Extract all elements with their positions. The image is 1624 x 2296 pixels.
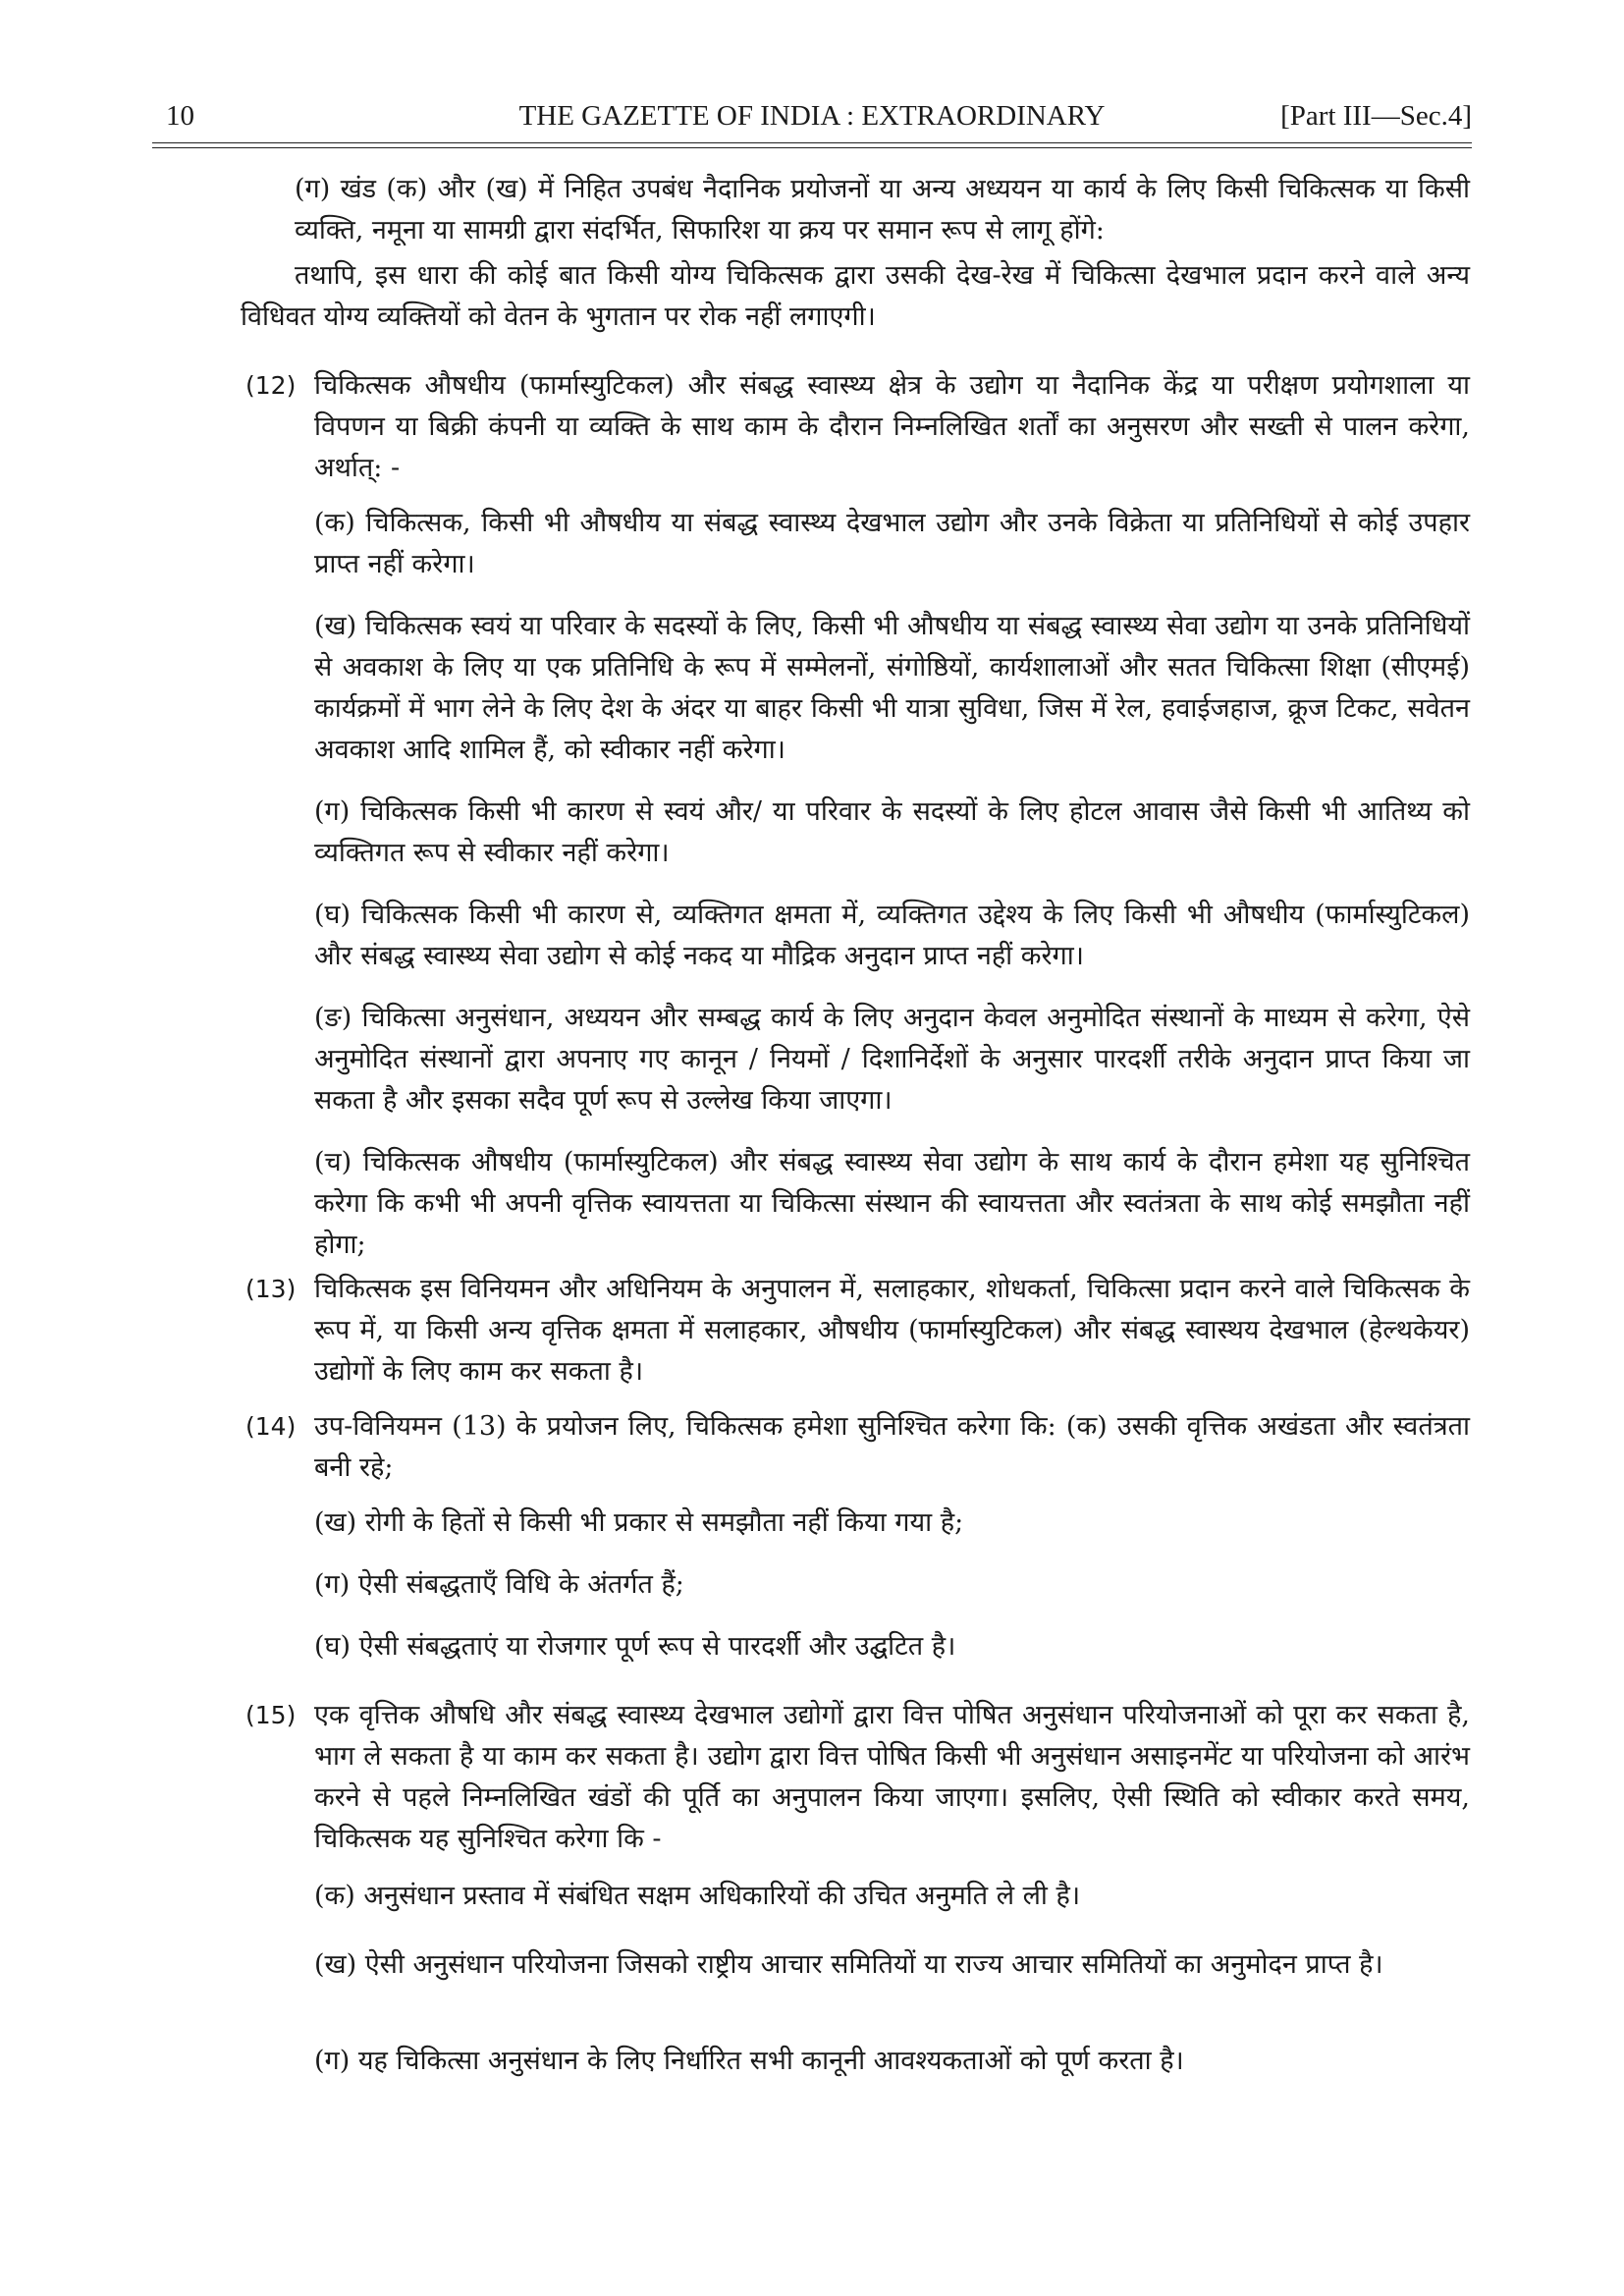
clause-15-ka: (क) अनुसंधान प्रस्ताव में संबंधित सक्षम अधिकारियों की उचित अनुमति ले ली है। (314, 1881, 1081, 1911)
clause-14-gha: (घ) ऐसी संबद्धताएं या रोजगार पूर्ण रूप से पारदर्शी और उद्घटित है। (314, 1631, 956, 1662)
clause-12-ka: (क) चिकित्सक, किसी भी औषधीय या संबद्ध स्वास्थ्य देखभाल उद्योग और उनके विक्रेता या प्रतिनिधियों से कोई उपहार प्राप्त नहीं करेगा। (314, 508, 1470, 579)
clause-14-ga: (ग) ऐसी संबद्धताएँ विधि के अंतर्गत हैं; (314, 1569, 684, 1600)
clause-12-nga: (ङ) चिकित्सा अनुसंधान, अध्ययन और सम्बद्ध कार्य के लिए अनुदान केवल अनुमोदित संस्थानों के माध्यम से करेगा, ऐसे अनुमोदित संस्थानों द्वारा अपनाए गए कानून / नियमों / दिशानिर्देशों के अनुसार पारदर्शी तरीके अनुदान प्राप्त किया जा सकता है और इसका सदैव पूर्ण रूप से उल्लेख किया जाएगा। (314, 1003, 1470, 1116)
clause-14-kha: (ख) रोगी के हितों से किसी भी प्रकार से समझौता नहीं किया गया है; (314, 1507, 964, 1538)
clause-15-kha: (ख) ऐसी अनुसंधान परियोजना जिसको राष्ट्रीय आचार समितियों या राज्य आचार समितियों का अनुमोदन प्राप्त है। (314, 1949, 1383, 1980)
clause-ga-top: (ग) खंड (क) और (ख) में निहित उपबंध नैदानिक प्रयोजनों या अन्य अध्ययन या कार्य के लिए किसी चिकित्सक या किसी व्यक्ति, नमूना या सामग्री द्वारा संदर्भित, सिफारिश या क्रय पर समान रूप से लागू होंगे: (295, 174, 1470, 246)
proviso-paragraph: तथापि, इस धारा की कोई बात किसी योग्य चिकित्सक द्वारा उसकी देख-रेख में चिकित्सा देखभाल प्रदान करने वाले अन्य विधिवत योग्य व्यक्तियों को वेतन के भुगतान पर रोक नहीं लगाएगी। (241, 260, 1470, 332)
clause-number-14: (14) (245, 1412, 297, 1441)
clause-12-gha: (घ) चिकित्सक किसी भी कारण से, व्यक्तिगत क्षमता में, व्यक्तिगत उद्देश्य के लिए किसी भी औषधीय (फार्मास्युटिकल) और संबद्ध स्वास्थ्य सेवा उद्योग से कोई नकद या मौद्रिक अनुदान प्राप्त नहीं करेगा। (314, 900, 1470, 971)
clause-15-ga: (ग) यह चिकित्सा अनुसंधान के लिए निर्धारित सभी कानूनी आवश्यकताओं को पूर्ण करता है। (314, 2046, 1184, 2076)
page-header (152, 100, 1472, 141)
clause-12-cha: (च) चिकित्सक औषधीय (फार्मास्युटिकल) और संबद्ध स्वास्थ्य सेवा उद्योग के साथ कार्य के दौरान हमेशा यह सुनिश्चित करेगा कि कभी भी अपनी वृत्तिक स्वायत्तता या चिकित्सा संस्थान की स्वायत्तता और स्वतंत्रता के साथ कोई समझौता नहीं होगा; (314, 1147, 1470, 1260)
header-rule-top (152, 142, 1472, 143)
clause-14: उप-विनियमन (13) के प्रयोजन लिए, चिकित्सक हमेशा सुनिश्चित करेगा कि: (क) उसकी वृत्तिक अखंडता और स्वतंत्रता बनी रहे; (314, 1411, 1470, 1483)
clause-12-ga: (ग) चिकित्सक किसी भी कारण से स्वयं और/ या परिवार के सदस्यों के लिए होटल आवास जैसे किसी भी आतिथ्य को व्यक्तिगत रूप से स्वीकार नहीं करेगा। (314, 796, 1470, 868)
clause-number-13: (13) (245, 1275, 297, 1303)
clause-12: चिकित्सक औषधीय (फार्मास्युटिकल) और संबद्ध स्वास्थ्य क्षेत्र के उद्योग या नैदानिक केंद्र या परीक्षण प्रयोगशाला या विपणन या बिक्री कंपनी या व्यक्ति के साथ काम के दौरान निम्नलिखित शर्तों का अनुसरण और सख्ती से पालन करेगा, अर्थात्: - (314, 370, 1470, 483)
page-number: 10 (166, 100, 194, 132)
clause-number-15: (15) (245, 1701, 297, 1729)
clause-15: एक वृत्तिक औषधि और संबद्ध स्वास्थ्य देखभाल उद्योगों द्वारा वित्त पोषित अनुसंधान परियोजनाओं को पूरा कर सकता है, भाग ले सकता है या काम कर सकता है। उद्योग द्वारा वित्त पोषित किसी भी अनुसंधान असाइनमेंट या परियोजना को आरंभ करने से पहले निम्नलिखित खंडों की पूर्ति का अनुपालन किया जाएगा। इसलिए, ऐसी स्थिति को स्वीकार करते समय, चिकित्सक यह सुनिश्चित करेगा कि - (314, 1700, 1470, 1854)
clause-number-12: (12) (245, 371, 297, 400)
gazette-title: THE GAZETTE OF INDIA : EXTRAORDINARY (518, 100, 1106, 132)
header-rule-bottom (152, 147, 1472, 148)
section-label: [Part III—Sec.4] (1280, 100, 1472, 132)
clause-13: चिकित्सक इस विनियमन और अधिनियम के अनुपालन में, सलाहकार, शोधकर्ता, चिकित्सा प्रदान करने वाले चिकित्सक के रूप में, या किसी अन्य वृत्तिक क्षमता में सलाहकार, औषधीय (फार्मास्युटिकल) और संबद्ध स्वास्थय देखभाल (हेल्थकेयर) उद्योगों के लिए काम कर सकता है। (314, 1274, 1470, 1387)
clause-12-kha: (ख) चिकित्सक स्वयं या परिवार के सदस्यों के लिए, किसी भी औषधीय या संबद्ध स्वास्थ्य सेवा उद्योग या उनके प्रतिनिधियों से अवकाश के लिए या एक प्रतिनिधि के रूप में सम्मेलनों, संगोष्ठियों, कार्यशालाओं और सतत चिकित्सा शिक्षा (सीएमई) कार्यक्रमों में भाग लेने के लिए देश के अंदर या बाहर किसी भी यात्रा सुविधा, जिस में रेल, हवाईजहाज, क्रूज टिकट, सवेतन अवकाश आदि शामिल हैं, को स्वीकार नहीं करेगा। (314, 611, 1470, 765)
